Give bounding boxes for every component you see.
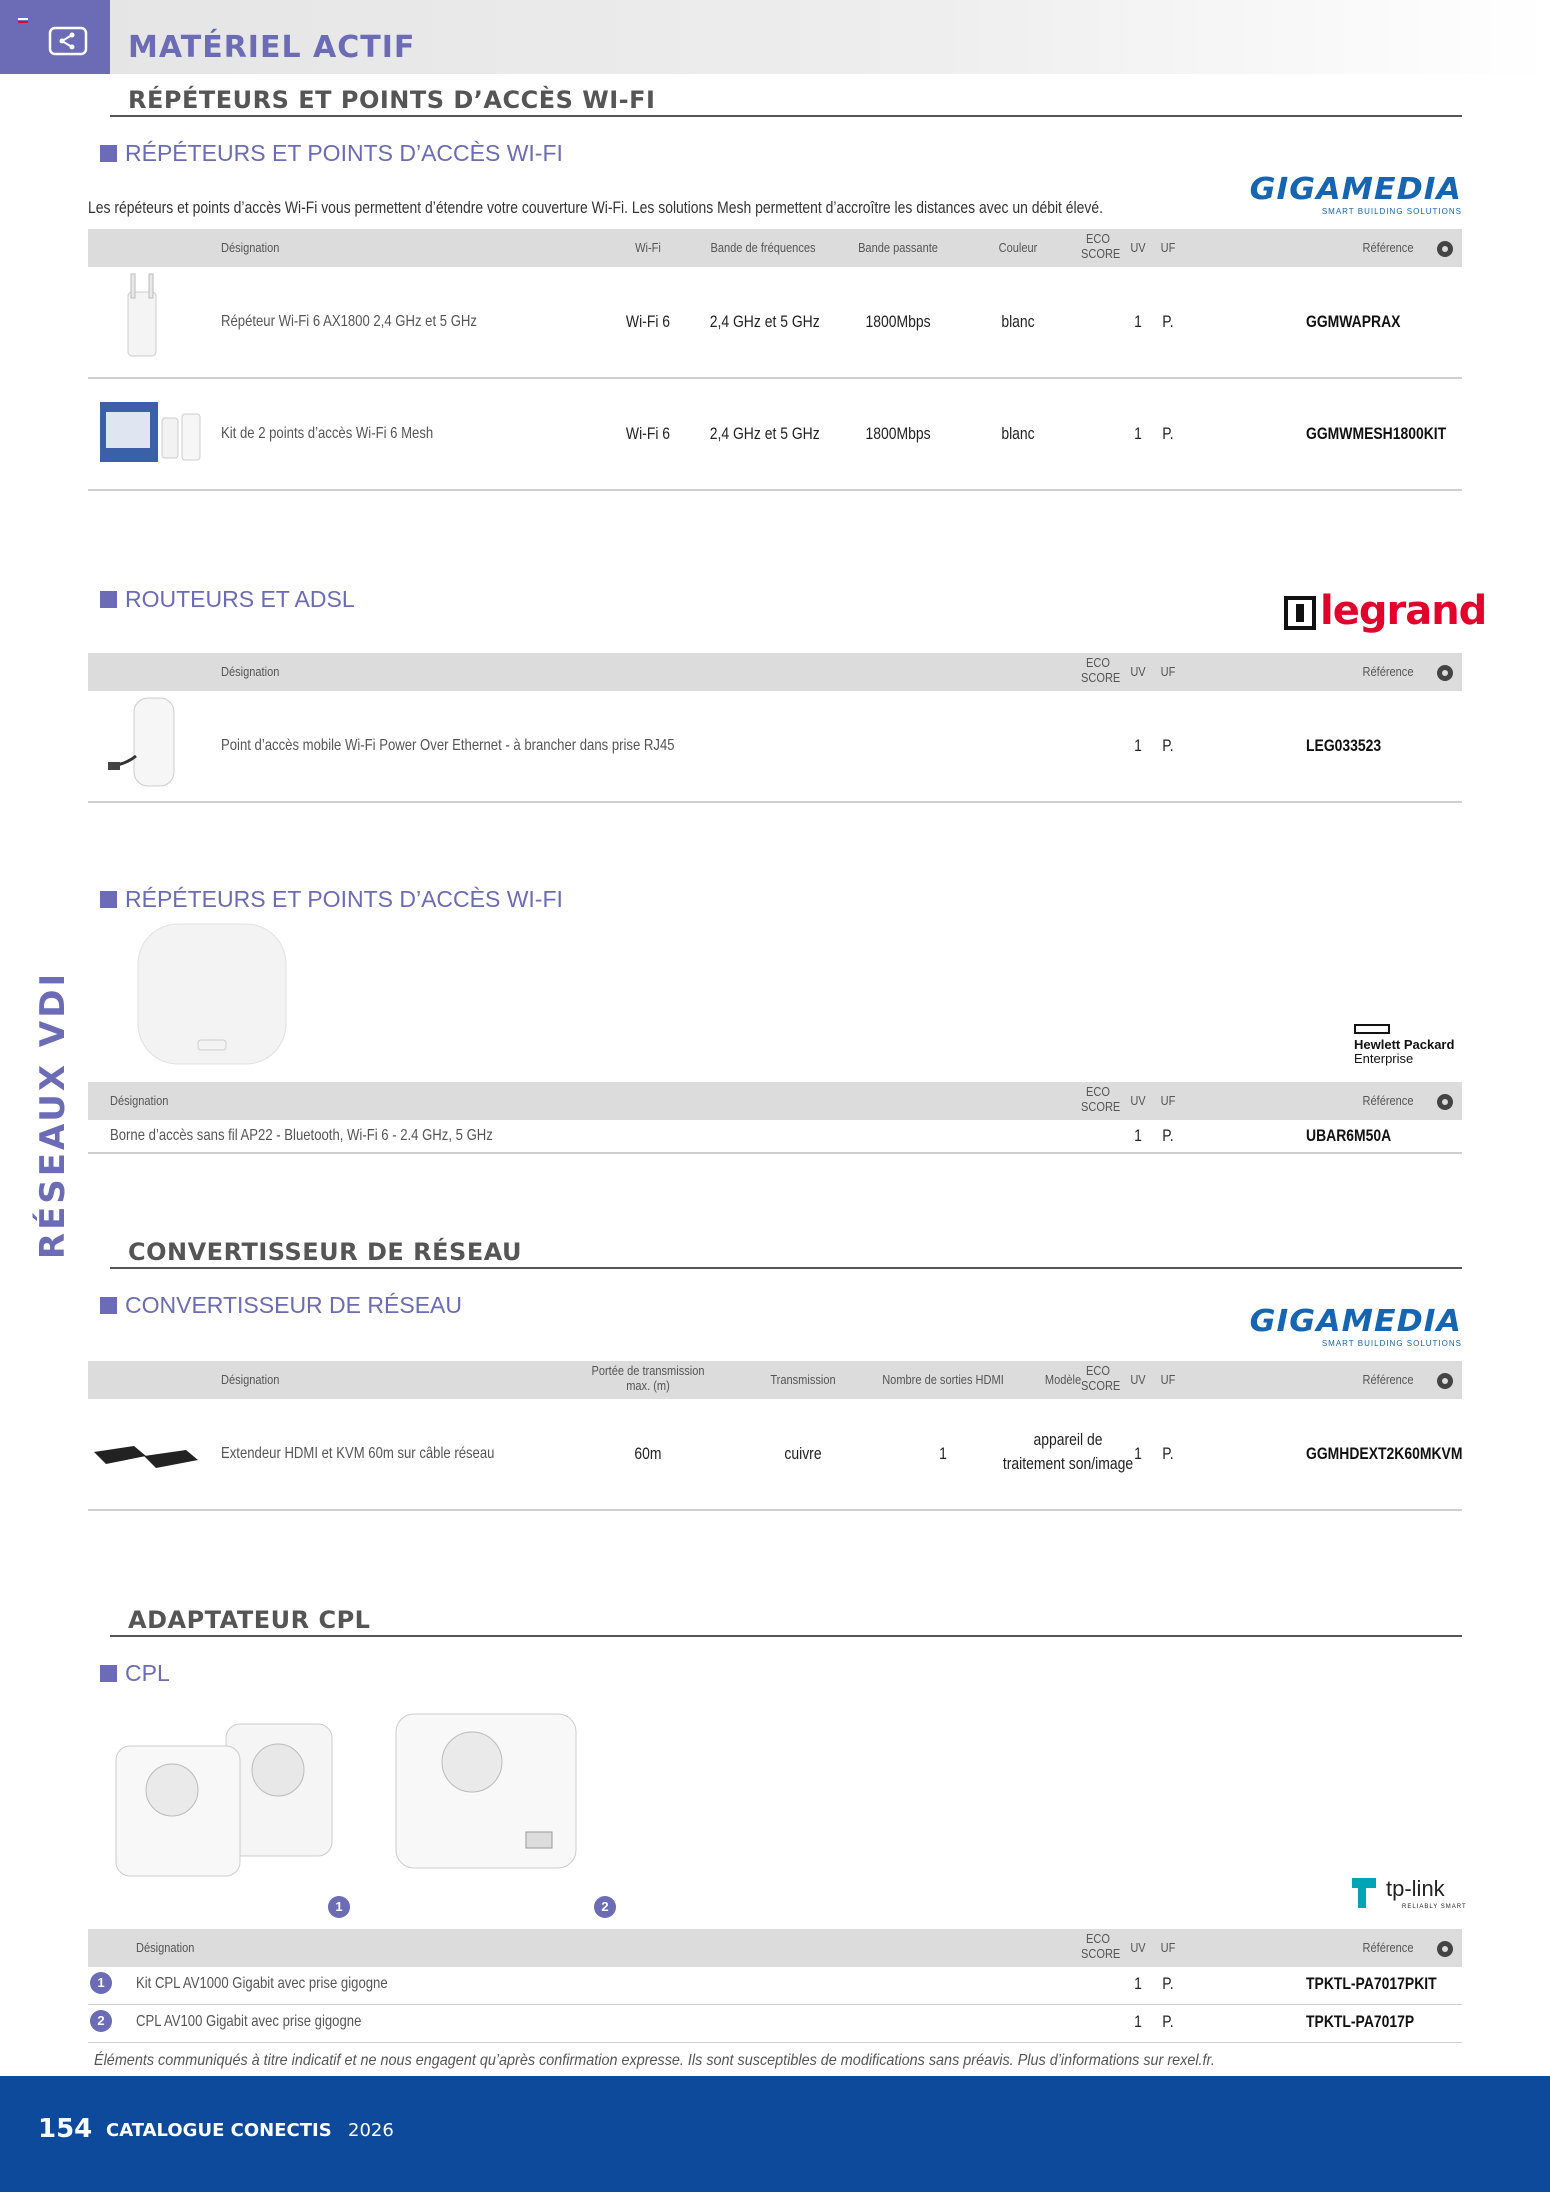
- table-row[interactable]: Borne d’accès sans fil AP22 - Bluetooth, Wi-Fi 6 - 2.4 GHz, 5 GHz 1 P. UBAR6M50A: [110, 1126, 1392, 1145]
- row-divider: [88, 801, 1462, 803]
- hpe-logo: Hewlett Packard Enterprise: [1354, 1024, 1464, 1066]
- table-row[interactable]: Extendeur HDMI et KVM 60m sur câble réseau 60m cuivre 1 appareil de traitement son/image 1 P. GGMHDEXT2K60MKVM: [88, 1400, 1462, 1508]
- row-divider: [88, 489, 1462, 491]
- settings-icon[interactable]: [1436, 1940, 1454, 1958]
- catalogue-name: CATALOGUE CONECTIS: [106, 2120, 332, 2141]
- table-header: Désignation ECO SCORE UV UF Référence: [88, 1929, 1462, 1967]
- table-header: Désignation ECO SCORE UV UF Référence: [88, 653, 1462, 691]
- table-row[interactable]: Point d’accès mobile Wi-Fi Power Over Ethernet - à brancher dans prise RJ45 1 P. LEG033523: [88, 692, 1462, 800]
- catalogue-year: 2026: [348, 2120, 394, 2141]
- side-label: RÉSEAUX VDI: [33, 970, 73, 1260]
- access-point-image: [104, 694, 184, 794]
- divider: [110, 1635, 1462, 1637]
- divider: [110, 115, 1462, 117]
- table-header: Désignation Portée de transmission max. (m) Transmission Nombre de sorties HDMI Modèle ECO SCORE UV UF Référence: [88, 1361, 1462, 1399]
- table-row[interactable]: 1 Kit CPL AV1000 Gigabit avec prise gigogne 1 P. TPKTL-PA7017PKIT: [88, 1968, 1462, 2004]
- table-row[interactable]: 2 CPL AV100 Gigabit avec prise gigogne 1 P. TPKTL-PA7017P: [88, 2006, 1462, 2042]
- page-title: MATÉRIEL ACTIF: [128, 30, 416, 65]
- cpl-single-image: [376, 1702, 590, 1882]
- disclaimer-note: Éléments communiqués à titre indicatif et ne nous engagent qu’après confirmation expresse. Ils sont susceptibles de modifications sans préavis. Plus d’informations sur rexel.fr.: [94, 2052, 1215, 2069]
- section-heading: CONVERTISSEUR DE RÉSEAU: [128, 1238, 523, 1266]
- table-header: Désignation ECO SCORE UV UF Référence: [88, 1082, 1462, 1120]
- subsection-title: RÉPÉTEURS ET POINTS D’ACCÈS WI-FI: [100, 886, 563, 913]
- row-divider: [88, 1509, 1462, 1511]
- subsection-title: RÉPÉTEURS ET POINTS D’ACCÈS WI-FI: [100, 140, 563, 167]
- tplink-mark-icon: [1346, 1872, 1382, 1912]
- flag-icon: [18, 18, 28, 26]
- subsection-title: ROUTEURS ET ADSL: [100, 586, 355, 613]
- number-badge: 2: [594, 1896, 616, 1918]
- divider: [110, 1267, 1462, 1269]
- gigamedia-logo: GIGAMEDIA SMART BUILDING SOLUTIONS: [1249, 1304, 1462, 1348]
- tplink-logo: tp-link RELIABLY SMART: [1346, 1870, 1464, 1920]
- section-heading: RÉPÉTEURS ET POINTS D’ACCÈS WI-FI: [128, 86, 656, 114]
- section-heading: ADAPTATEUR CPL: [128, 1606, 371, 1634]
- number-badge: 2: [90, 2010, 112, 2032]
- row-divider: [88, 2042, 1462, 2043]
- settings-icon[interactable]: [1436, 240, 1454, 258]
- subsection-title: CPL: [100, 1660, 170, 1687]
- subsection-title: CONVERTISSEUR DE RÉSEAU: [100, 1292, 462, 1319]
- settings-icon[interactable]: [1436, 664, 1454, 682]
- table-row[interactable]: Kit de 2 points d’accès Wi-Fi 6 Mesh Wi-Fi 6 2,4 GHz et 5 GHz 1800Mbps blanc 1 P. GGMWMESH1800KIT: [88, 382, 1462, 490]
- hdmi-extender-image: [90, 1438, 200, 1472]
- gigamedia-logo: GIGAMEDIA SMART BUILDING SOLUTIONS: [1249, 172, 1462, 216]
- legrand-logo: legrand: [1284, 592, 1464, 642]
- table-header: Désignation Wi-Fi Bande de fréquences Bande passante Couleur ECO SCORE UV UF Référence: [88, 229, 1462, 267]
- cpl-kit-image: [106, 1712, 338, 1882]
- row-divider: [88, 377, 1462, 379]
- repeater-image: [113, 270, 173, 362]
- category-tab[interactable]: [0, 0, 110, 74]
- number-badge: 1: [90, 1972, 112, 1994]
- ap22-image: [134, 920, 290, 1072]
- settings-icon[interactable]: [1436, 1372, 1454, 1390]
- mesh-kit-image: [96, 396, 206, 476]
- row-divider: [88, 2004, 1462, 2005]
- table-row[interactable]: Répéteur Wi-Fi 6 AX1800 2,4 GHz et 5 GHz Wi-Fi 6 2,4 GHz et 5 GHz 1800Mbps blanc 1 P. GGMWAPRAX: [88, 270, 1462, 378]
- settings-icon[interactable]: [1436, 1093, 1454, 1111]
- intro-text: Les répéteurs et points d’accès Wi-Fi vous permettent d’étendre votre couverture Wi-Fi. Les solutions Mesh permettent d’accroître les distances avec un débit élevé.: [88, 198, 1104, 217]
- row-divider: [88, 1152, 1462, 1154]
- page-number: 154: [38, 2114, 93, 2144]
- network-icon: [48, 26, 88, 56]
- number-badge: 1: [328, 1896, 350, 1918]
